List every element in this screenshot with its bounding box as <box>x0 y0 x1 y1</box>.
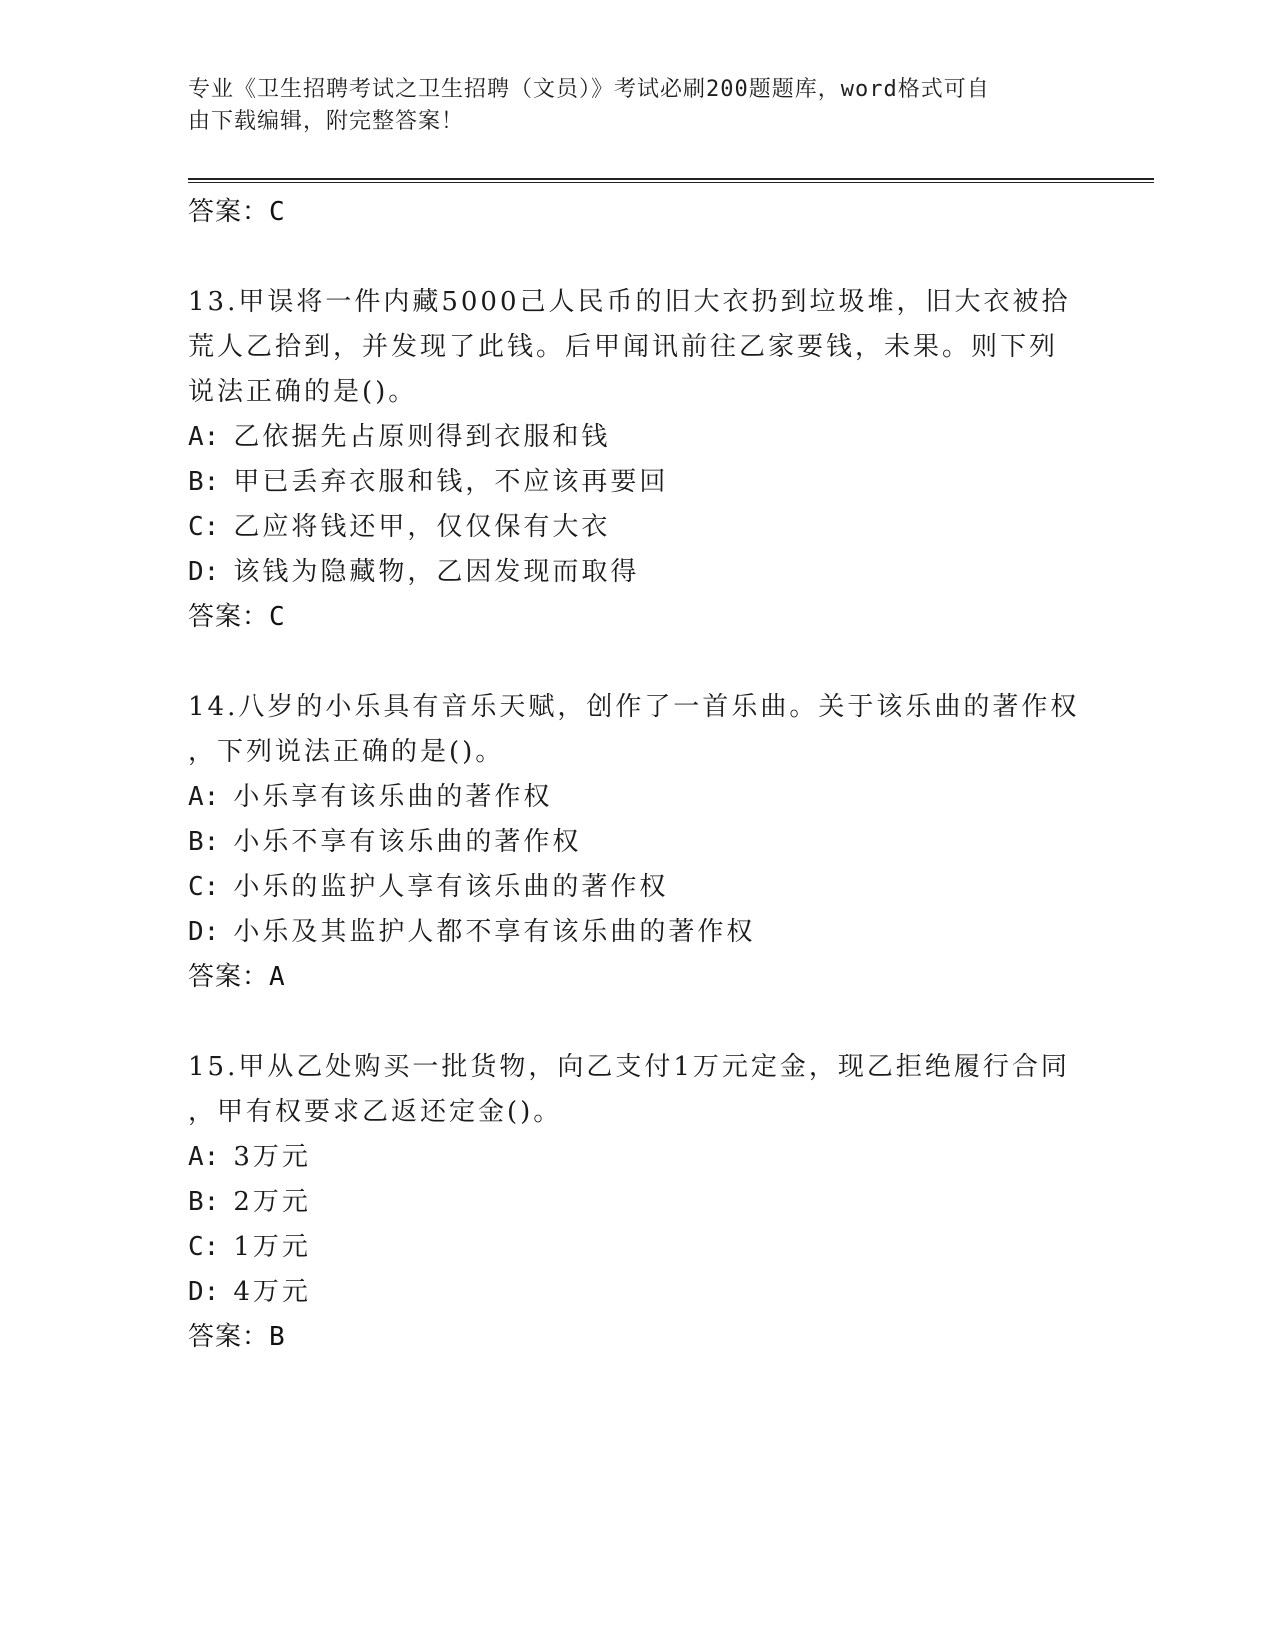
option-text: 乙应将钱还甲，仅仅保有大衣 <box>233 512 611 542</box>
option-letter: D: <box>188 917 220 947</box>
option-c <box>188 1225 1088 1270</box>
header-line: 由下载编辑，附完整答案！ <box>188 109 465 134</box>
option-d <box>188 1270 1088 1315</box>
option-text: 2万元 <box>233 1187 311 1217</box>
option-letter: A: <box>188 422 220 452</box>
option-a <box>188 1135 1088 1180</box>
question-line: 说法正确的是()。 <box>188 377 418 407</box>
option-text: 小乐享有该乐曲的著作权 <box>233 782 553 812</box>
answer-value: A <box>269 962 286 992</box>
option-letter: B: <box>188 467 220 497</box>
option-text: 1万元 <box>233 1232 311 1262</box>
option-c <box>188 505 1088 550</box>
option-text: 小乐及其监护人都不享有该乐曲的著作权 <box>233 917 756 947</box>
option-d <box>188 550 1088 595</box>
option-letter: B: <box>188 1187 220 1217</box>
answer-value: C <box>269 197 286 227</box>
option-letter: C: <box>188 872 220 902</box>
option-text: 3万元 <box>233 1142 311 1172</box>
option-text: 该钱为隐藏物，乙因发现而取得 <box>233 557 640 587</box>
question-line: 13.甲误将一件内藏5000己人民币的旧大衣扔到垃圾堆，旧大衣被拾 <box>188 287 1071 317</box>
page-header <box>188 74 1068 138</box>
option-c <box>188 865 1088 910</box>
option-text: 小乐不享有该乐曲的著作权 <box>233 827 582 857</box>
option-letter: C: <box>188 1232 220 1262</box>
answer-line <box>188 595 1088 640</box>
answer-line <box>188 955 1088 1000</box>
question-line: ，甲有权要求乙返还定金()。 <box>188 1097 563 1127</box>
question-line: 15.甲从乙处购买一批货物，向乙支付1万元定金，现乙拒绝履行合同 <box>188 1052 1070 1082</box>
option-b <box>188 460 1088 505</box>
answer-label: 答案： <box>188 197 270 227</box>
question-line: 荒人乙拾到，并发现了此钱。后甲闻讯前往乙家要钱，未果。则下列 <box>188 332 1059 362</box>
answer-value: B <box>269 1322 286 1352</box>
question-line: 14.八岁的小乐具有音乐天赋，创作了一首乐曲。关于该乐曲的著作权 <box>188 692 1080 722</box>
question-text <box>188 1045 1088 1135</box>
document-body <box>188 190 1088 1360</box>
option-letter: D: <box>188 1277 220 1307</box>
option-text: 4万元 <box>233 1277 311 1307</box>
question-text <box>188 280 1088 415</box>
answer-value: C <box>269 602 286 632</box>
option-letter: C: <box>188 512 220 542</box>
option-a <box>188 775 1088 820</box>
question-text <box>188 685 1088 775</box>
question-15 <box>188 1045 1088 1360</box>
question-13 <box>188 280 1088 640</box>
answer-label: 答案： <box>188 602 270 632</box>
option-text: 小乐的监护人享有该乐曲的著作权 <box>233 872 669 902</box>
option-letter: A: <box>188 1142 220 1172</box>
option-text: 乙依据先占原则得到衣服和钱 <box>233 422 611 452</box>
answer-line <box>188 1315 1088 1360</box>
answer-label: 答案： <box>188 1322 270 1352</box>
answer-label: 答案： <box>188 962 270 992</box>
header-divider <box>188 178 1154 183</box>
option-b <box>188 820 1088 865</box>
option-letter: A: <box>188 782 220 812</box>
option-d <box>188 910 1088 955</box>
option-b <box>188 1180 1088 1225</box>
option-text: 甲已丢弃衣服和钱，不应该再要回 <box>233 467 669 497</box>
option-letter: D: <box>188 557 220 587</box>
option-letter: B: <box>188 827 220 857</box>
question-14 <box>188 685 1088 1000</box>
option-a <box>188 415 1088 460</box>
question-line: ，下列说法正确的是()。 <box>188 737 505 767</box>
answer-line <box>188 190 1088 235</box>
header-line: 专业《卫生招聘考试之卫生招聘（文员）》考试必刷200题题库，word格式可自 <box>188 77 990 102</box>
